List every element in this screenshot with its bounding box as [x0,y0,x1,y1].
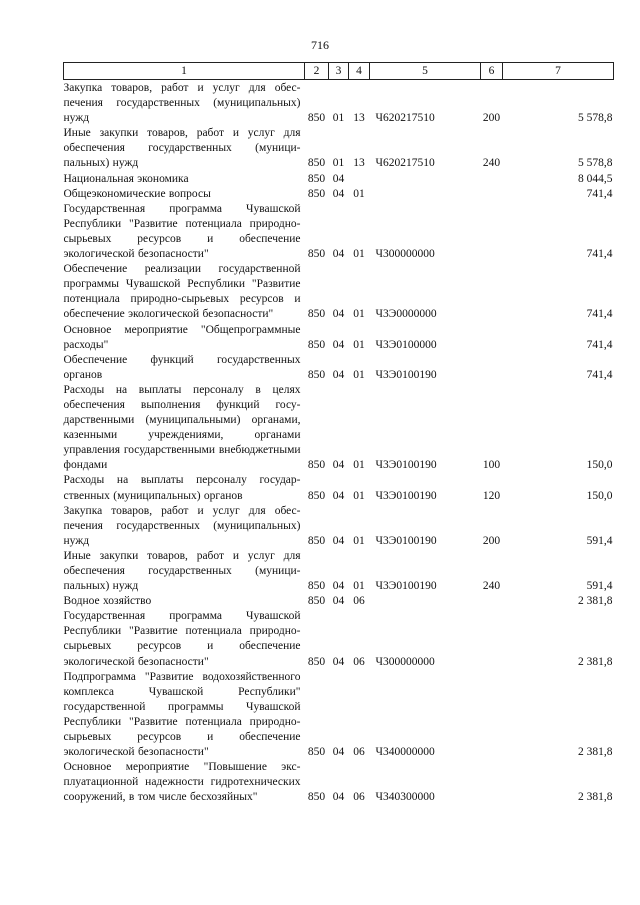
item-name: Водное хозяйство [63,595,152,608]
amount: 741,4 [586,187,613,200]
item-name: Государственная программа Чувашской Республики "Развитие потенциала природно-сырьевых ресурсов и обеспечение экологической безопасности" [63,202,301,261]
column-header: 4 [349,63,370,80]
expense-type-code [481,760,503,805]
table-body [64,80,614,806]
budget-table-container [63,62,613,806]
section-code: 04 [332,534,345,547]
ministry-code: 850 [307,791,326,804]
expense-type-code [481,262,503,322]
ministry-code: 850 [307,580,326,593]
target-article-code: Ч3Э0100190 [375,368,437,381]
amount: 2 381,8 [578,655,613,668]
subsection-code: 01 [353,248,365,261]
table-row [64,670,614,761]
table-row [64,609,614,669]
amount: 5 578,8 [578,112,613,125]
expense-type-code [481,172,503,187]
ministry-code: 850 [307,338,326,351]
subsection-code: 01 [353,338,365,351]
table-row [64,187,614,202]
ministry-code: 850 [307,655,326,668]
section-code: 04 [332,580,345,593]
amount: 741,4 [586,248,613,261]
item-name: Общеэкономические вопросы [63,187,211,200]
column-header: 2 [305,63,329,80]
subsection-code: 01 [353,187,365,200]
target-article-code: Ч3Э0000000 [375,308,437,321]
subsection-code: 01 [353,308,365,321]
subsection-code: 13 [353,157,365,170]
ministry-code: 850 [307,248,326,261]
amount: 2 381,8 [578,791,613,804]
subsection-code: 06 [353,595,365,608]
item-name: Национальная экономика [63,172,189,185]
ministry-code: 850 [307,746,326,759]
section-code: 04 [332,308,345,321]
section-code: 04 [332,368,345,381]
table-row [64,323,614,353]
table-row [64,549,614,594]
amount: 591,4 [586,534,613,547]
expense-type-code: 120 [482,489,501,502]
section-code: 04 [332,655,345,668]
section-code: 04 [332,595,345,608]
expense-type-code: 240 [482,157,501,170]
column-header: 7 [503,63,614,80]
amount: 741,4 [586,338,613,351]
subsection-code: 01 [353,459,365,472]
item-name: Государственная программа Чувашской Республики "Развитие потенциала природно-сырьевых ресурсов и обеспечение экологической безопасности" [63,610,301,668]
page-number: 716 [311,38,329,52]
expense-type-code: 200 [482,534,501,547]
column-header: 3 [329,63,349,80]
item-name: Основное мероприятие "Общепрограммные расходы" [63,323,301,351]
item-name: Расходы на выплаты персоналу государственных (муниципальных) органов [63,474,301,502]
item-name: Иные закупки товаров, работ и услуг для обеспечения государственных (муниципальных) нужд [63,549,301,593]
target-article-code: Ч3Э0100190 [375,489,437,502]
column-number-row [64,63,614,80]
target-article-code: Ч3Э0100190 [375,580,437,593]
target-article-code: Ч3Э0100190 [375,534,437,547]
expense-type-code [481,323,503,353]
amount: 5 578,8 [578,157,613,170]
target-article-code: Ч620217510 [375,112,435,125]
table-row [64,353,614,383]
column-header: 1 [64,63,305,80]
target-article-code: Ч300000000 [375,655,435,668]
expense-type-code [481,353,503,383]
target-article-code: Ч3Э0100000 [375,338,437,351]
section-code: 04 [332,746,345,759]
target-article-code [370,594,481,609]
ministry-code: 850 [307,368,326,381]
subsection-code: 06 [353,746,365,759]
subsection-code: 06 [353,655,365,668]
item-name: Обеспечение функций государственных органов [63,353,301,381]
item-name: Основное мероприятие "Повышение эксплуатационной надежности гидротехнических сооружений, в том числе бесхозяйных" [63,761,301,804]
ministry-code: 850 [307,595,326,608]
ministry-code: 850 [307,172,326,185]
expense-type-code: 240 [482,580,501,593]
table-row [64,594,614,609]
subsection-code: 01 [353,489,365,502]
ministry-code: 850 [307,308,326,321]
amount: 591,4 [586,580,613,593]
table-header [64,63,614,80]
subsection-code: 01 [353,534,365,547]
subsection-code [349,172,370,187]
section-code: 01 [332,157,345,170]
section-code: 04 [332,459,345,472]
amount: 150,0 [586,459,613,472]
table-row [64,172,614,187]
budget-table [63,62,614,806]
target-article-code: Ч340300000 [375,791,435,804]
table-row [64,504,614,549]
subsection-code: 13 [353,112,365,125]
amount: 2 381,8 [578,746,613,759]
amount: 741,4 [586,308,613,321]
table-row [64,473,614,503]
section-code: 01 [332,112,345,125]
target-article-code: Ч340000000 [375,746,435,759]
section-code: 04 [332,338,345,351]
subsection-code: 01 [353,580,365,593]
amount: 8 044,5 [578,172,613,185]
target-article-code: Ч620217510 [375,157,435,170]
table-row [64,383,614,474]
section-code: 04 [332,248,345,261]
ministry-code: 850 [307,157,326,170]
table-row [64,760,614,805]
subsection-code: 01 [353,368,365,381]
target-article-code: Ч3Э0100190 [375,459,437,472]
table-row [64,126,614,171]
amount: 2 381,8 [578,595,613,608]
ministry-code: 850 [307,489,326,502]
item-name: Закупка товаров, работ и услуг для обеспечения государственных (муниципальных) нужд [63,82,301,125]
table-row [64,202,614,262]
ministry-code: 850 [307,112,326,125]
amount: 741,4 [586,368,613,381]
expense-type-code [481,187,503,202]
section-code: 04 [332,489,345,502]
section-code: 04 [332,187,345,200]
expense-type-code [481,609,503,669]
expense-type-code: 200 [482,112,501,125]
section-code: 04 [332,172,345,185]
ministry-code: 850 [307,187,326,200]
item-name: Иные закупки товаров, работ и услуг для обеспечения государственных (муниципальных) нужд [63,127,301,170]
expense-type-code [481,594,503,609]
column-header: 5 [370,63,481,80]
column-header: 6 [481,63,503,80]
ministry-code: 850 [307,534,326,547]
target-article-code [370,187,481,202]
amount: 150,0 [586,489,613,502]
section-code: 04 [332,791,345,804]
target-article-code: Ч300000000 [375,248,435,261]
subsection-code: 06 [353,791,365,804]
expense-type-code: 100 [482,459,501,472]
item-name: Подпрограмма "Развитие водохозяйственного комплекса Чувашской Республики" государственной программы Чувашской Республики "Развитие потенциала природно-сырьевых ресурсов и обеспечение экологической безопасности" [63,670,301,759]
table-row [64,80,614,127]
item-name: Обеспечение реализации государственной программы Чувашской Республики "Развитие потенциала природно-сырьевых ресурсов и обеспечение экологической безопасности" [63,263,301,321]
expense-type-code [481,202,503,262]
item-name: Расходы на выплаты персоналу в целях обеспечения выполнения функций государственными (муниципальными) органами, казенными учреждениями, органами управления государственными внебюджетными фондами [63,383,301,472]
expense-type-code [481,670,503,761]
ministry-code: 850 [307,459,326,472]
item-name: Закупка товаров, работ и услуг для обеспечения государственных (муниципальных) нужд [63,504,301,547]
target-article-code [370,172,481,187]
table-row [64,262,614,322]
